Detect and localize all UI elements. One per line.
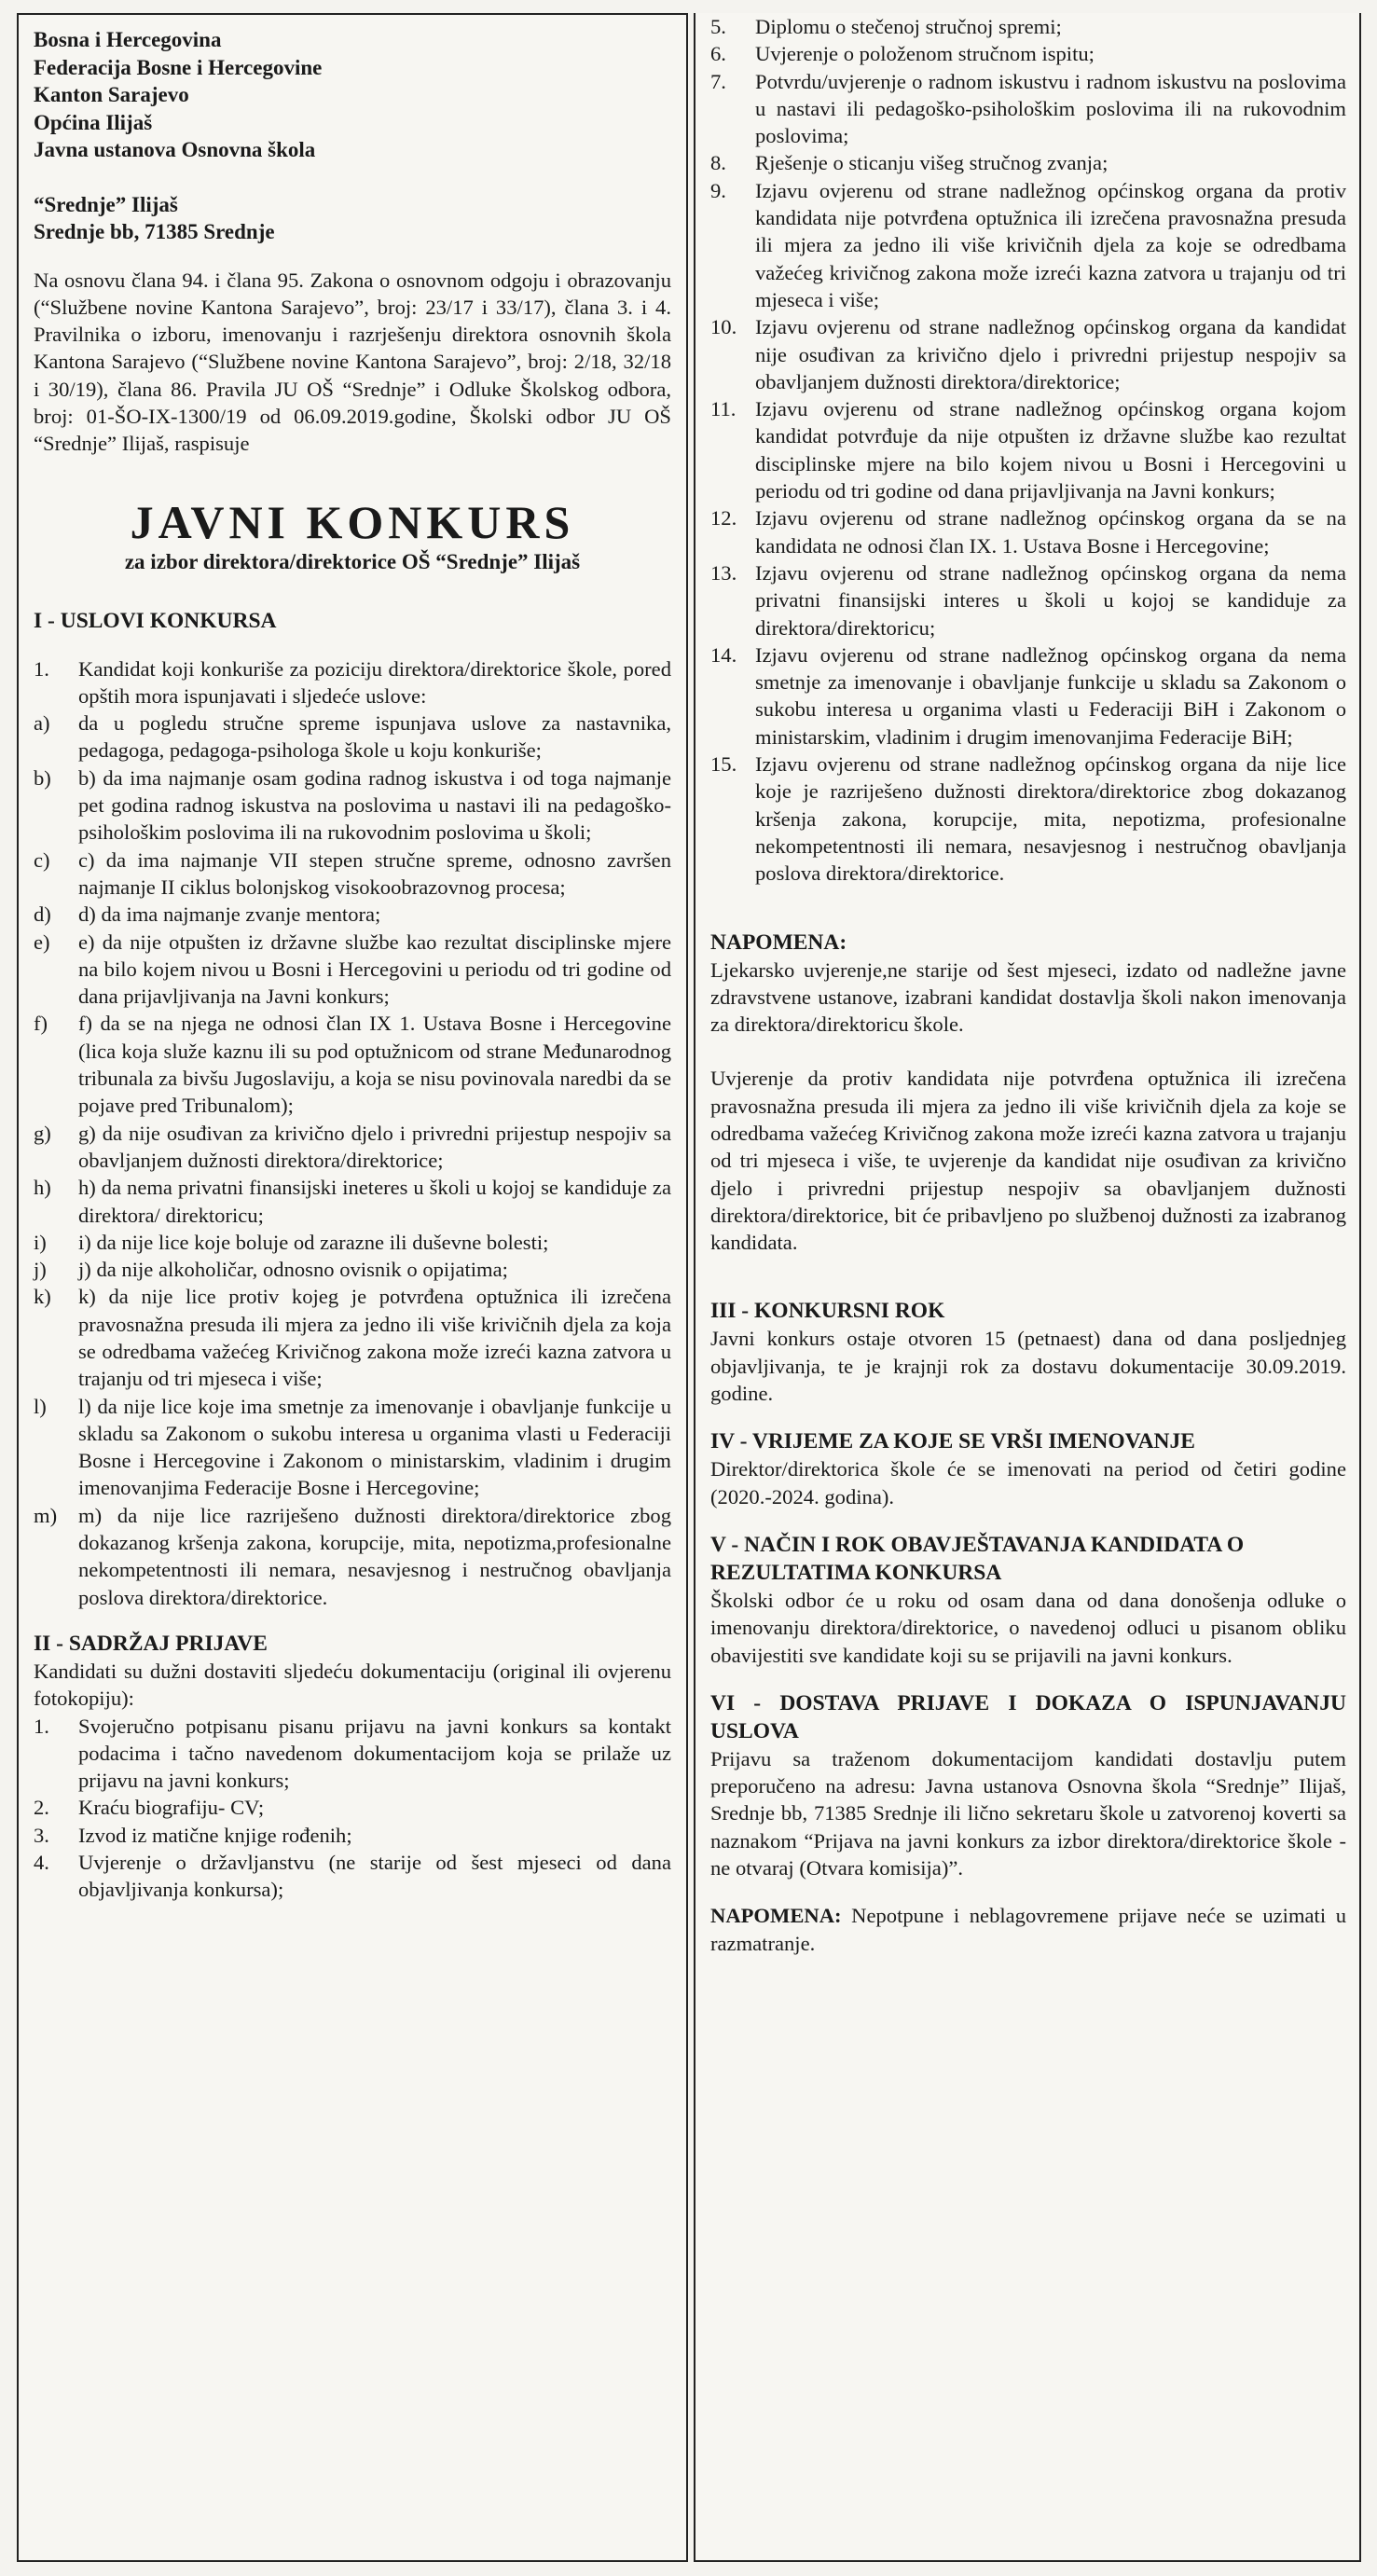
header-line: Javna ustanova Osnovna škola xyxy=(34,138,316,161)
item-text: Kandidat koji konkuriše za poziciju direktora/direktorice škole, pored opštih mora ispunjavati i sljedeće uslove: xyxy=(78,656,671,708)
item-number: 4. xyxy=(34,1851,49,1875)
item-text: m) da nije lice razriješeno dužnosti direktora/direktorice zbog dokazanog kršenja zakona, korupcije, mita, nepotizma,profesionalne nekompetentnosti ili nemara, nesavjesnog i nestručnog obavljanja poslova direktora/direktorice. xyxy=(78,1503,671,1609)
item-text: da u pogledu stručne spreme ispunjava uslove za nastavnika, pedagoga, pedagoga-psihologa škole u koju konkuriše; xyxy=(78,711,671,763)
conditions-list xyxy=(34,655,671,1611)
item-text: Izjavu ovjerenu od strane nadležnog općinskog organa da kandidat nije osuđivan za krivično djelo i privredni prijestup nespojiv sa obavljanjem dužnosti direktora/direktorice; xyxy=(755,315,1346,393)
list-item xyxy=(34,847,671,902)
item-number: a) xyxy=(34,711,50,736)
list-item xyxy=(34,1010,671,1119)
item-number: l) xyxy=(34,1394,47,1418)
list-item xyxy=(710,641,1346,751)
list-item xyxy=(710,751,1346,887)
list-item xyxy=(34,1256,671,1283)
final-note-text: Nepotpune i neblagovremene prijave neće se uzimati u razmatranje. xyxy=(710,1904,1346,1955)
item-text: f) da se na njega ne odnosi član IX 1. Ustava Bosne i Hercegovine (lica koja služe kaznu ili su pod optužnicom od strane Međunarodnog tribunala za bivšu Jugoslaviju, a koja se nisu povinovala naredbi da se pojave pred Tribunalom); xyxy=(78,1012,671,1118)
list-item xyxy=(34,1794,671,1821)
section-heading: II - SADRŽAJ PRIJAVE xyxy=(34,1631,268,1656)
header-line: Kanton Sarajevo xyxy=(34,83,189,106)
item-number: 13. xyxy=(710,560,737,585)
napomena-paragraph: Uvjerenje da protiv kandidata nije potvrđena optužnica ili izrečena pravosnažna presuda ili mjera za jedno ili više krivičnih djela za koje se odredbama važećeg Krivičnog zakona može izreći kazna zatvora u trajanju od tri mjeseca i više, te uvjerenje da kandidat nije osuđivan za krivično djelo i privredni prijestup nespojiv sa obavljanjem dužnosti direktora/direktorice, bit će pribavljeno po službenoj dužnosti za izabranog kandidata. xyxy=(710,1067,1346,1255)
document-title: JAVNI KONKURS xyxy=(130,495,575,548)
item-number: 9. xyxy=(710,178,726,202)
list-item xyxy=(710,504,1346,559)
section-heading: IV - VRIJEME ZA KOJE SE VRŠI IMENOVANJE xyxy=(710,1429,1195,1454)
item-number: 2. xyxy=(34,1796,49,1820)
section-text: Direktor/direktorica škole će se imenovati na period od četiri godine (2020.-2024. godina). xyxy=(710,1457,1346,1508)
item-number: f) xyxy=(34,1012,48,1036)
item-number: m) xyxy=(34,1503,58,1527)
item-number: 3. xyxy=(34,1823,49,1847)
item-text: e) da nije otpušten iz državne službe kao rezultat disciplinske mjere na bilo kojem nivou u Bosni i Hercegovini u periodu od tri godine od dana prijavljivanja na Javni konkurs; xyxy=(78,930,671,1009)
napomena-paragraph: Ljekarsko uvjerenje,ne starije od šest mjeseci, izdato od nadležne javne zdravstvene ustanove, izabrani kandidat dostavlja školi nakon imenovanja za direktora/direktoricu škole. xyxy=(710,957,1346,1037)
item-text: l) da nije lice koje ima smetnje za imenovanje i obavljanje funkcije u skladu sa Zakonom o sukobu interesa u organima vlasti u Federaciji Bosne i Hercegovine i Zakonom o ministarskim, vladinim i drugim imenovanjima Federacije Bosne i Hercegovine; xyxy=(78,1394,671,1500)
list-item xyxy=(34,1393,671,1502)
item-text: d) da ima najmanje zvanje mentora; xyxy=(78,902,381,927)
item-text: Izvod iz matične knjige rođenih; xyxy=(78,1823,352,1847)
napomena-label: NAPOMENA: xyxy=(710,930,847,955)
list-item xyxy=(34,1502,671,1611)
list-item xyxy=(34,1283,671,1392)
documents-list-continued xyxy=(710,13,1346,888)
item-number: 15. xyxy=(710,752,737,777)
item-number: 8. xyxy=(710,151,726,175)
item-number: i) xyxy=(34,1230,47,1254)
intro-paragraph: Na osnovu člana 94. i člana 95. Zakona o osnovnom odgoju i obrazovanju (“Službene novine Kantona Sarajevo”, broj: 23/17 i 33/17), člana 3. i 4. Pravilnika o izboru, imenovanju i razrješenju direktora osnovnih škola Kantona Sarajevo (“Službene novine Kantona Sarajevo”, broj: 2/18, 32/18 i 30/19), člana 86. Pravila JU OŠ “Srednje” i Odluke Školskog odbora, broj: 01-ŠO-IX-1300/19 od 06.09.2019.godine, Školski odbor JU OŠ “Srednje” Ilijaš, raspisuje xyxy=(34,268,671,456)
item-number: c) xyxy=(34,847,50,872)
item-text: Izjavu ovjerenu od strane nadležnog općinskog organa da nema privatni finansijski interes u školi u kojoj se kandiduje za direktora/direktoricu; xyxy=(755,560,1346,640)
item-number: 7. xyxy=(710,69,726,93)
item-text: Izjavu ovjerenu od strane nadležnog općinskog organa da protiv kandidata nije potvrđena optužnica ili izrečena pravosnažna presuda ili mjera za jedno ili više krivičnih djela za koje se odredbama važećeg krivičnog zakona može izreći kazna zatvora u trajanju od tri mjeseca i više; xyxy=(755,178,1346,311)
item-text: Izjavu ovjerenu od strane nadležnog općinskog organa da nema smetnje za imenovanje i obavljanje funkcije u skladu sa Zakonom o sukobu interesa u organima vlasti u Federaciji BiH i Zakonom o ministarskim, vladinim i drugim imenovanjima Federacije BiH; xyxy=(755,642,1346,749)
item-text: g) da nije osuđivan za krivično djelo i privredni prijestup nespojiv sa obavljanjem dužnosti direktora/direktorice; xyxy=(78,1121,671,1172)
item-text: Diplomu o stečenoj stručnoj spremi; xyxy=(755,15,1062,38)
list-item xyxy=(710,395,1346,504)
list-item xyxy=(34,1120,671,1175)
list-item xyxy=(34,1822,671,1849)
item-text: h) da nema privatni finansijski ineteres u školi u kojoj se kandiduje za direktora/ direktoricu; xyxy=(78,1176,671,1227)
item-text: Kraću biografiju- CV; xyxy=(78,1796,265,1820)
documents-list xyxy=(34,1713,671,1904)
section-heading: I - USLOVI KONKURSA xyxy=(34,608,277,633)
item-text: Izjavu ovjerenu od strane nadležnog općinskog organa da nije lice koje je razriješeno dužnosti direktora/direktorice zbog dokazanog kršenja zakona, korupcije, mita, nepotizma, profesionalne nekompetentnosti ili nemara, nesavjesnog i nestručnog obavljanja poslova direktora/direktorice. xyxy=(755,752,1346,886)
document-subtitle: za izbor direktora/direktorice OŠ “Srednje” Ilijaš xyxy=(124,549,581,573)
header-line: Bosna i Hercegovina xyxy=(34,28,222,51)
item-text: Uvjerenje o položenom stručnom ispitu; xyxy=(755,42,1095,66)
left-column xyxy=(17,13,688,2562)
header-line: “Srednje” Ilijaš xyxy=(34,192,178,216)
item-number: h) xyxy=(34,1176,51,1200)
item-number: j) xyxy=(34,1258,47,1282)
item-number: b) xyxy=(34,765,51,790)
list-item xyxy=(34,1174,671,1229)
section-text: Javni konkurs ostaje otvoren 15 (petnaest) dana od dana posljednjeg objavljivanja, te je krajnji rok za dostavu dokumentacije 30.09.2019. godine. xyxy=(710,1327,1346,1406)
list-item xyxy=(34,709,671,765)
list-item xyxy=(34,1849,671,1904)
section-heading: III - KONKURSNI ROK xyxy=(710,1299,945,1324)
header-line: Federacija Bosne i Hercegovine xyxy=(34,55,323,79)
item-number: 1. xyxy=(34,656,49,681)
item-number: 14. xyxy=(710,642,737,667)
header-line: Srednje bb, 71385 Srednje xyxy=(34,220,275,243)
item-number: k) xyxy=(34,1285,51,1309)
section-intro: Kandidati su dužni dostaviti sljedeću dokumentaciju (original ili ovjerenu fotokopiju): xyxy=(34,1659,671,1711)
item-number: g) xyxy=(34,1121,51,1145)
item-number: 1. xyxy=(34,1714,49,1738)
item-number: 11. xyxy=(710,397,737,421)
list-item xyxy=(710,177,1346,313)
item-text: k) da nije lice protiv kojeg je potvrđena optužnica ili izrečena pravosnažna presuda ili mjera za jedno ili više krivičnih djela za koja se odredbama važećeg Krivičnog zakona može izreći kazna zatvora u trajanju od tri mjeseca i više; xyxy=(78,1285,671,1391)
section-heading: V - NAČIN I ROK OBAVJEŠTAVANJA KANDIDATA O REZULTATIMA KONKURSA xyxy=(710,1532,1245,1585)
list-item xyxy=(34,1713,671,1795)
list-item xyxy=(34,929,671,1011)
final-note xyxy=(710,1902,1346,1957)
list-item xyxy=(710,559,1346,641)
item-text: Uvjerenje o državljanstvu (ne starije od šest mjeseci od dana objavljivanja konkursa); xyxy=(78,1851,671,1902)
item-text: Rješenje o sticanju višeg stručnog zvanja; xyxy=(755,151,1108,175)
item-number: 10. xyxy=(710,315,737,339)
list-item xyxy=(34,901,671,928)
item-number: 5. xyxy=(710,15,726,38)
list-item xyxy=(34,1229,671,1256)
section-heading: VI - DOSTAVA PRIJAVE I DOKAZA O ISPUNJAVANJU USLOVA xyxy=(710,1690,1346,1743)
item-text: c) da ima najmanje VII stepen stručne spreme, odnosno završen najmanje II ciklus bolonjskog visokoobrazovnog procesa; xyxy=(78,847,671,899)
item-text: Izjavu ovjerenu od strane nadležnog općinskog organa kojom kandidat potvrđuje da nije otpušten iz državne službe kao rezultat disciplinske mjere na bilo kojem nivou u Bosni i Hercegovini u periodu od tri godine od dana prijavljivanja na Javni konkurs; xyxy=(755,397,1346,503)
list-item xyxy=(34,655,671,710)
napomena-label: NAPOMENA: xyxy=(710,1904,842,1928)
section-text: Prijavu sa traženom dokumentacijom kandidati dostavlju putem preporučeno na adresu: Javna ustanova Osnovna škola “Srednje” Ilijaš, Srednje bb, 71385 Srednje ili lično sekretaru škole u zatvorenoj koverti sa naznakom “Prijava na javni konkurs za izbor direktora/direktorice škole - ne otvaraj (Otvara komisija)”. xyxy=(710,1746,1346,1880)
list-item xyxy=(710,149,1346,176)
list-item xyxy=(710,40,1346,67)
institution-header xyxy=(34,26,671,246)
list-item xyxy=(710,68,1346,150)
list-item xyxy=(710,13,1346,40)
spacer xyxy=(34,164,671,191)
right-column xyxy=(694,13,1361,2562)
item-text: b) da ima najmanje osam godina radnog iskustva i od toga najmanje pet godina radnog iskustva na poslovima u nastavi ili na pedagoško-psihološkim poslovima ili na rukovodnim poslovima u školi; xyxy=(78,765,671,845)
list-item xyxy=(710,313,1346,395)
item-text: Svojeručno potpisanu pisanu prijavu na javni konkurs sa kontakt podacima i tačno navedenom dokumentacijom koja se prilaže uz prijavu na javni konkurs; xyxy=(78,1714,671,1793)
item-number: 6. xyxy=(710,42,726,66)
item-number: 12. xyxy=(710,506,737,530)
header-line: Općina Ilijaš xyxy=(34,110,153,134)
item-number: d) xyxy=(34,902,51,927)
item-text: i) da nije lice koje boluje od zarazne ili duševne bolesti; xyxy=(78,1230,549,1254)
item-text: j) da nije alkoholičar, odnosno ovisnik o opijatima; xyxy=(78,1258,508,1282)
list-item xyxy=(34,765,671,847)
item-number: e) xyxy=(34,930,50,954)
item-text: Izjavu ovjerenu od strane nadležnog općinskog organa da se na kandidata ne odnosi član IX. 1. Ustava Bosne i Hercegovine; xyxy=(755,506,1346,558)
section-text: Školski odbor će u roku od osam dana od dana donošenja odluke o imenovanju direktora/direktorice, o navedenoj odluci u pisanom obliku obavijestiti sve kandidate koji su se prijavili na javni konkurs. xyxy=(710,1588,1346,1667)
item-text: Potvrdu/uvjerenje o radnom iskustvu i radnom iskustvu na poslovima u nastavi ili pedagoško-psihološkim poslovima ili na rukovodnim poslovima; xyxy=(755,69,1346,148)
